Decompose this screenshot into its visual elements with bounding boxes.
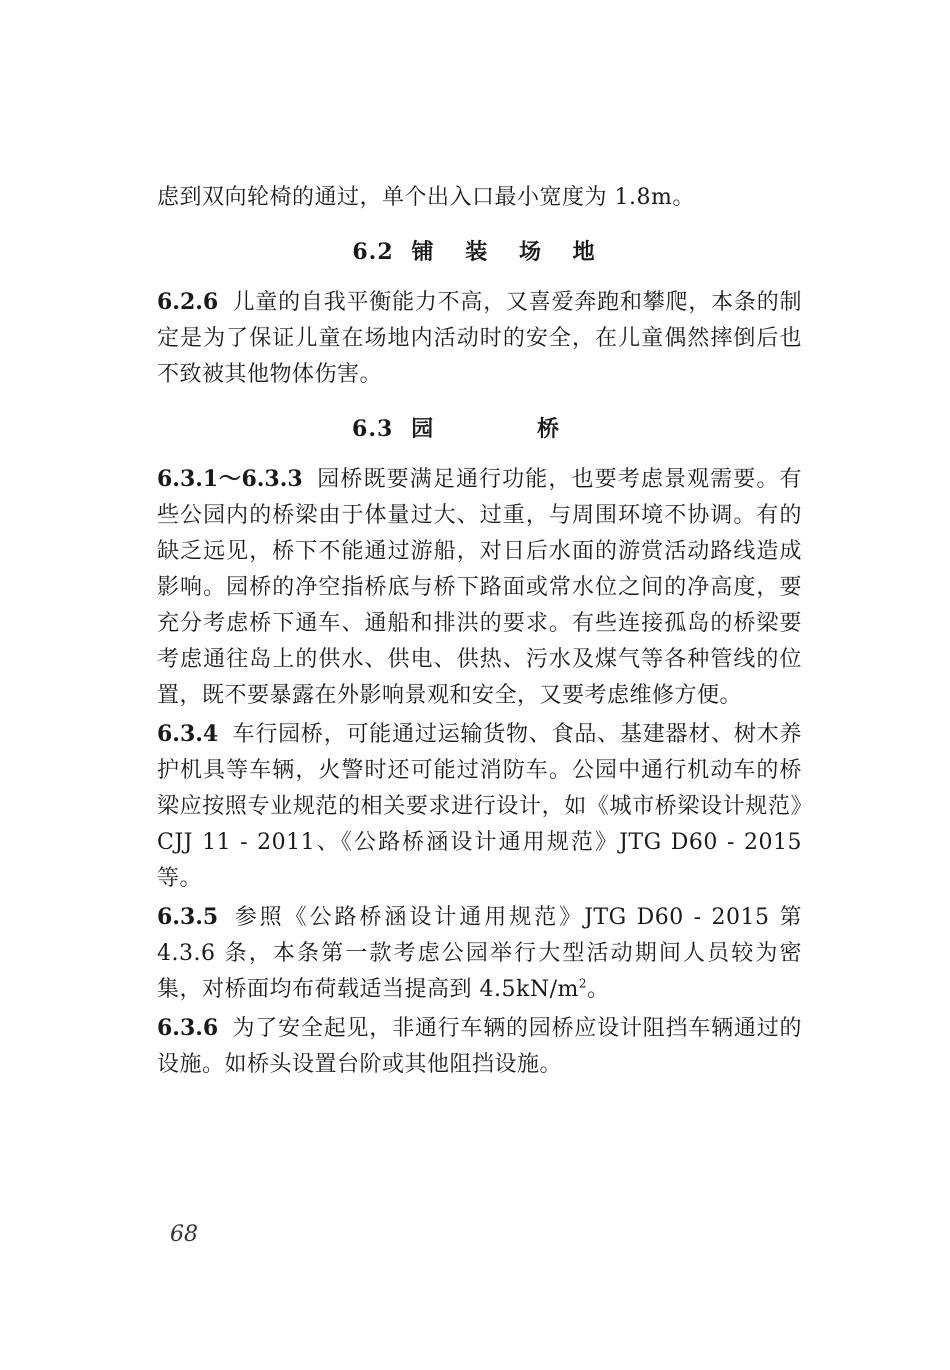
clause-6-3-1 [157, 461, 802, 714]
superscript: 2 [578, 976, 587, 991]
clause-number: 6.3.4 [157, 721, 219, 747]
clause-text: 儿童的自我平衡能力不高，又喜爱奔跑和攀爬，本条的制定是为了保证儿童在场地内活动时的安全，在儿童偶然摔倒后也不致被其他物体伤害。 [157, 290, 802, 387]
section-heading-6-3 [157, 411, 802, 447]
clause-number: 6.3.6 [157, 1015, 219, 1041]
clause-6-2-6 [157, 284, 802, 393]
clause-6-3-6 [157, 1010, 802, 1083]
clause-6-3-4 [157, 716, 802, 897]
clause-text: 参照《公路桥涵设计通用规范》JTG D60 - 2015 第 4.3.6 条，本条第一款考虑公园举行大型活动期间人员较为密集，对桥面均布荷载适当提高到 4.5kN/m [157, 905, 802, 1002]
clause-text: 车行园桥，可能通过运输货物、食品、基建器材、树木养护机具等车辆，火警时还可能过消防车。公园中通行机动车的桥梁应按照专业规范的相关要求进行设计，如《城市桥梁设计规范》CJJ 11 - 2011、《公路桥涵设计通用规范》JTG D60 - 2015 等。 [157, 722, 802, 891]
section-title: 铺 装 场 地 [411, 239, 607, 265]
page-content [157, 180, 802, 1085]
clause-text-end: 。 [586, 977, 610, 1002]
clause-number: 6.3.5 [157, 904, 219, 930]
section-number: 6.3 [352, 416, 394, 442]
page-number: 68 [170, 1222, 198, 1247]
section-title: 园 桥 [411, 416, 607, 442]
clause-number: 6.2.6 [157, 289, 219, 315]
section-number: 6.2 [352, 239, 394, 265]
clause-text: 园桥既要满足通行功能，也要考虑景观需要。有些公园内的桥梁由于体量过大、过重，与周围环境不协调。有的缺乏远见，桥下不能通过游船，对日后水面的游赏活动路线造成影响。园桥的净空指桥底与桥下路面或常水位之间的净高度，要充分考虑桥下通车、通船和排洪的要求。有些连接孤岛的桥梁要考虑通往岛上的供水、供电、供热、污水及煤气等各种管线的位置，既不要暴露在外影响景观和安全，又要考虑维修方便。 [157, 467, 802, 708]
clause-text: 为了安全起见，非通行车辆的园桥应设计阻挡车辆通过的设施。如桥头设置台阶或其他阻挡设施。 [157, 1016, 802, 1077]
intro-paragraph: 虑到双向轮椅的通过，单个出入口最小宽度为 1.8m。 [157, 185, 695, 210]
clause-6-3-5 [157, 899, 802, 1008]
section-heading-6-2 [157, 234, 802, 270]
clause-number: 6.3.1～6.3.3 [157, 466, 303, 492]
